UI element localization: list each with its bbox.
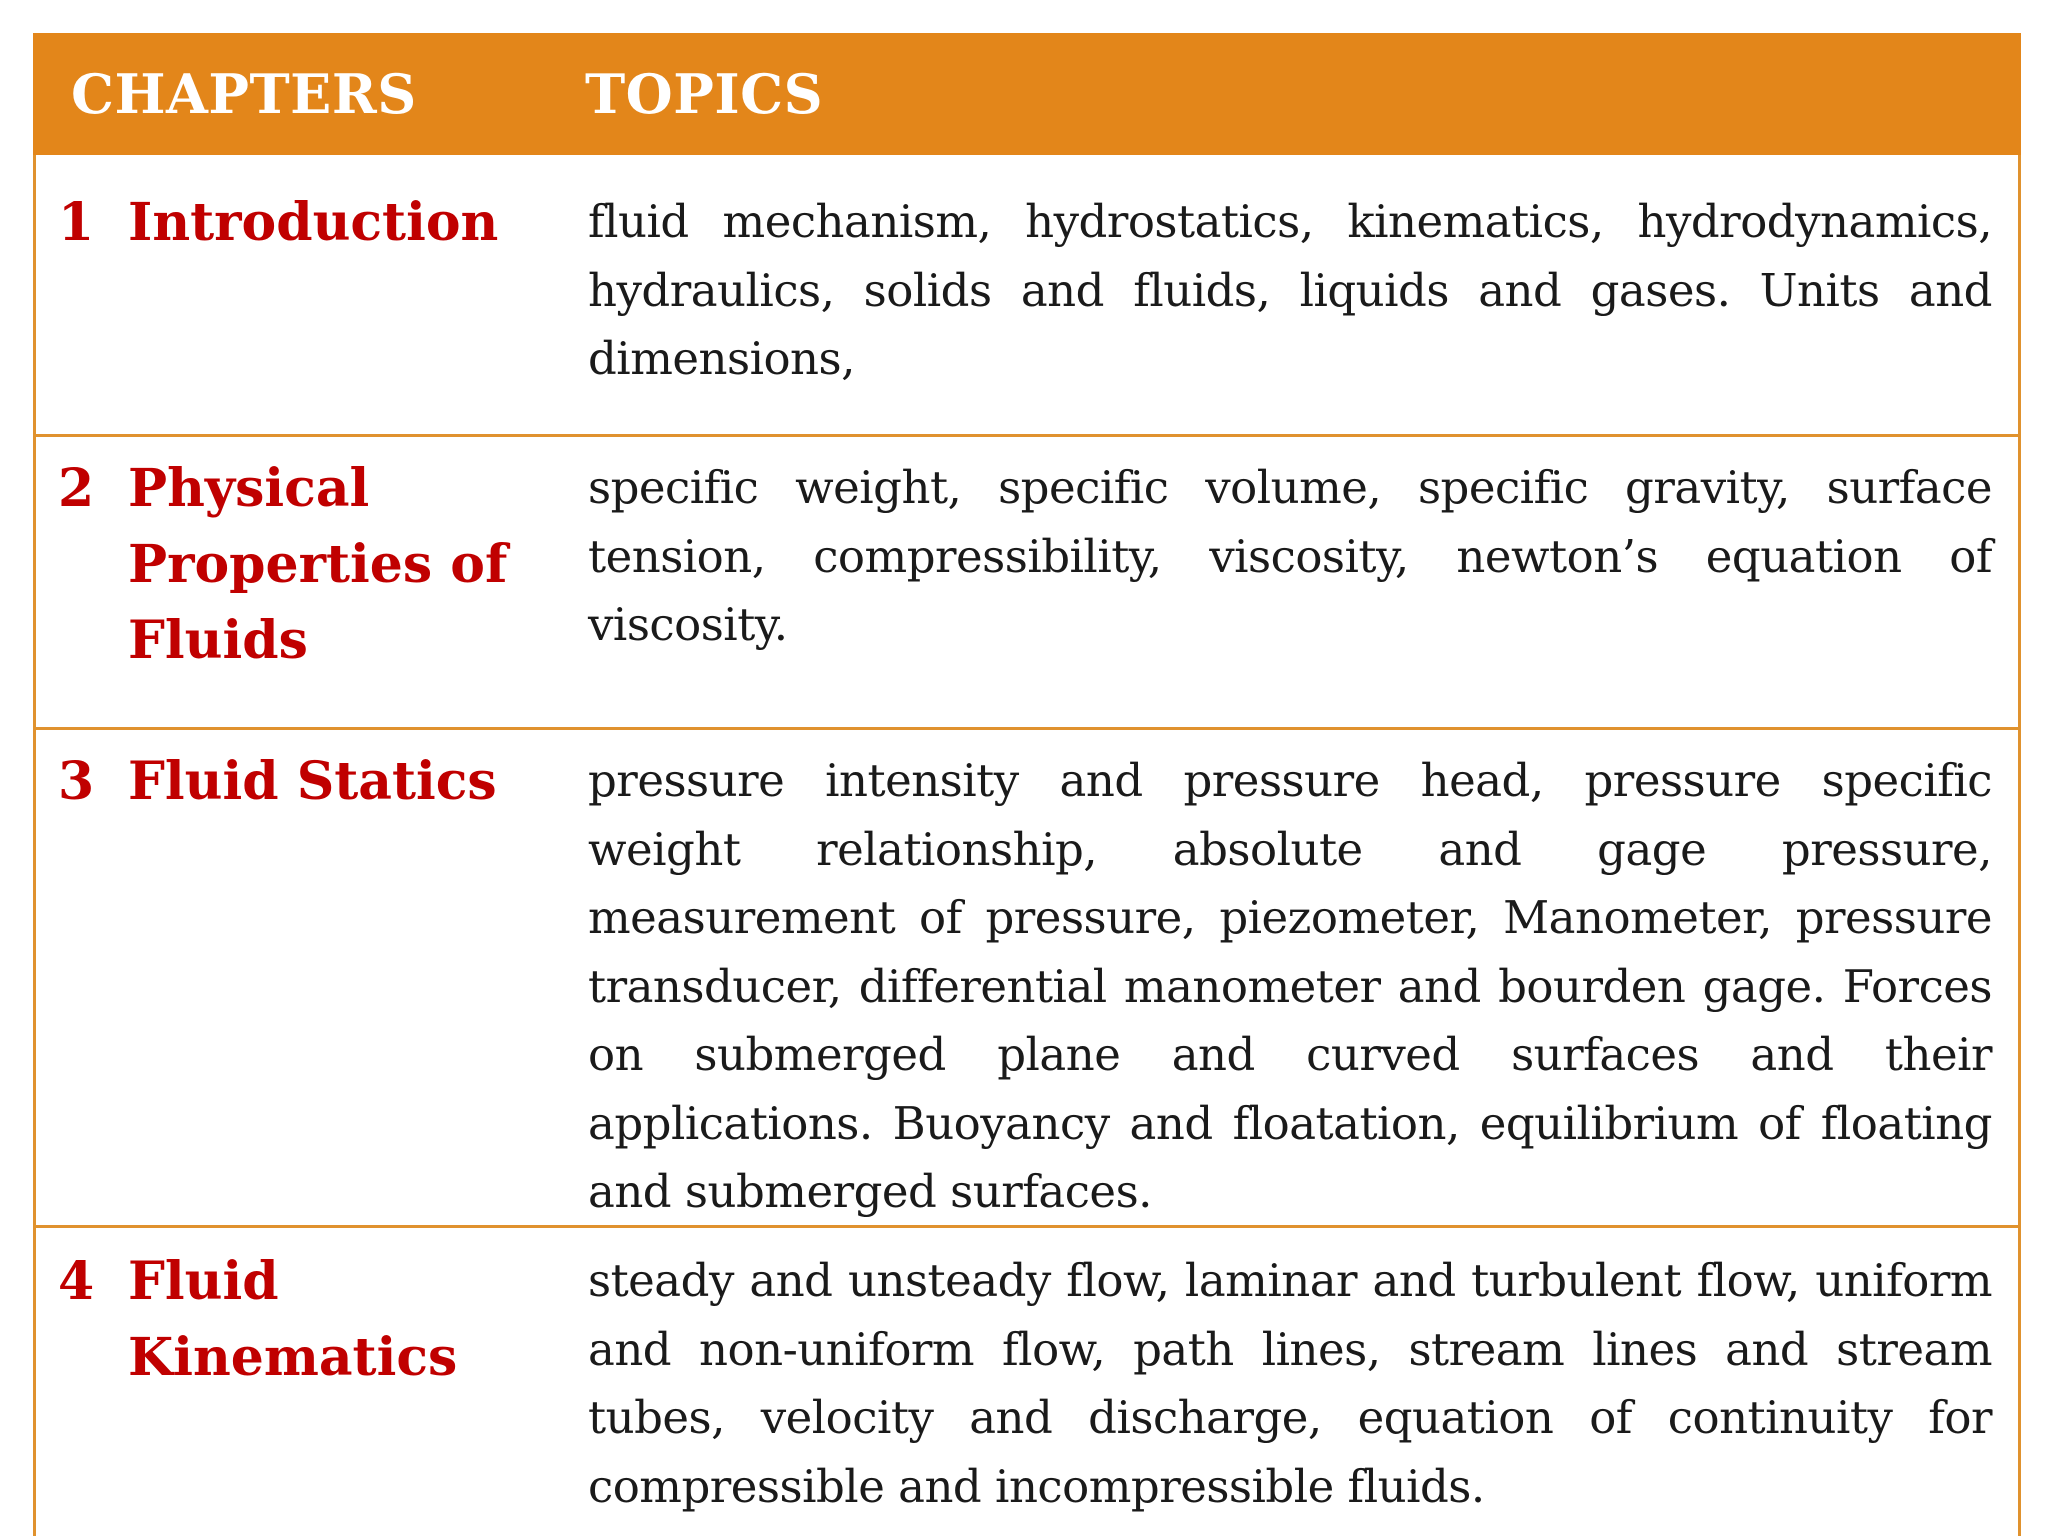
chapter-number: 2 [58,458,95,519]
table-row [36,155,2018,437]
chapter-topics: specific weight, specific volume, specific gravity, surface tension, compressibility, viscosity, newton’s equation of viscosity. [588,461,1992,651]
table-row [36,730,2018,1228]
table-row [36,1228,2018,1536]
chapter-topics: steady and unsteady flow, laminar and turbulent flow, uniform and non-uniform flow, path lines, stream lines and stream tubes, velocity and discharge, equation of continuity for compressible and incompressible fluids. [588,1254,1992,1513]
chapter-title: Fluid Statics [128,751,497,812]
chapter-number: 3 [58,751,95,812]
chapter-number: 4 [58,1251,95,1312]
chapter-number: 1 [58,192,95,253]
header-topics: TOPICS [585,62,824,126]
chapter-topics: fluid mechanism, hydrostatics, kinematics, hydrodynamics, hydraulics, solids and fluids, liquids and gases. Units and dimensions, [588,195,1992,385]
table-row [36,437,2018,730]
table-header [33,33,2021,155]
chapter-title: Introduction [128,192,499,253]
chapter-topics: pressure intensity and pressure head, pressure specific weight relationship, absolute and gage pressure, measurement of pressure, piezometer, Manometer, pressure transducer, differential manometer and bourden gage. Forces on submerged plane and curved surfaces and their applications. Buoyancy and floatation, equilibrium of floating and submerged surfaces. [588,754,1992,1218]
header-chapters: CHAPTERS [71,62,417,126]
chapter-title: Physical Properties of Fluids [128,458,508,671]
syllabus-table [33,33,2021,1536]
chapter-title: Fluid Kinematics [128,1251,458,1388]
